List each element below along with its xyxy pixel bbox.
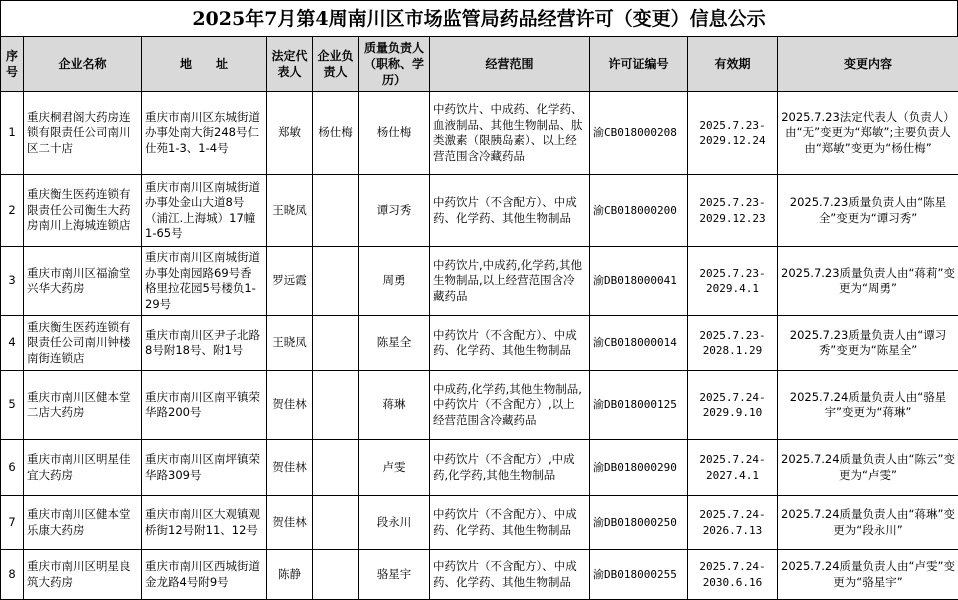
cell-address: 重庆市南川区大观镇观桥街12号附11、12号 [142,496,267,550]
table-row [1,550,958,600]
table-row [1,371,958,440]
cell-validity: 2025.7.23-2028.1.29 [688,316,778,371]
header-company: 企业名称 [24,37,142,92]
cell-seq: 5 [1,371,24,440]
cell-validity: 2025.7.24-2029.9.10 [688,371,778,440]
cell-change: 2025.7.23质量负责人由“蒋莉”变更为“周勇” [778,247,958,316]
cell-company: 重庆市南川区健本堂乐康大药房 [24,496,142,550]
cell-address: 重庆市南川区南坪镇荣华路309号 [142,440,267,496]
cell-legal-rep: 郑敏 [267,92,313,175]
header-validity: 有效期 [688,37,778,92]
cell-scope: 中成药,化学药,其他生物制品,中药饮片（不含配方）,以上经营范围含冷藏药品 [430,371,590,440]
cell-scope: 中药饮片（不含配方）、中成药、化学药、其他生物制品 [430,496,590,550]
cell-quality: 谭习秀 [359,175,430,247]
header-license: 许可证编号 [590,37,688,92]
table-row [1,496,958,550]
cell-license: 渝CB018000014 [590,316,688,371]
cell-quality: 蒋琳 [359,371,430,440]
cell-address: 重庆市南川区南城街道办事处南园路69号香格里拉花园5号楼负1-29号 [142,247,267,316]
cell-change: 2025.7.24质量负责人由“卢雯”变更为“骆星宇” [778,550,958,600]
header-scope: 经营范围 [430,37,590,92]
cell-license: 渝DB018000041 [590,247,688,316]
cell-change: 2025.7.24质量负责人由“骆星宇”变更为“蒋琳” [778,371,958,440]
cell-seq: 6 [1,440,24,496]
cell-company: 重庆衡生医药连锁有限责任公司南川钟楼南街连锁店 [24,316,142,371]
cell-seq: 8 [1,550,24,600]
cell-principal [313,440,359,496]
cell-legal-rep: 贺佳林 [267,371,313,440]
cell-scope: 中药饮片、中成药、化学药、血液制品、其他生物制品、肽类激素（限胰岛素）、以上经营范围含冷藏药品 [430,92,590,175]
cell-change: 2025.7.23质量负责人由“谭习秀”变更为“陈星全” [778,316,958,371]
cell-legal-rep: 罗远霞 [267,247,313,316]
cell-seq: 7 [1,496,24,550]
header-address: 地 址 [142,37,267,92]
table-row [1,316,958,371]
cell-principal: 杨仕梅 [313,92,359,175]
cell-license: 渝CB018000200 [590,175,688,247]
cell-validity: 2025.7.23-2029.12.24 [688,92,778,175]
cell-company: 重庆桐君阁大药房连锁有限责任公司南川区二十店 [24,92,142,175]
cell-principal [313,175,359,247]
cell-scope: 中药饮片,中成药,化学药,其他生物制品,以上经营范围含冷藏药品 [430,247,590,316]
cell-principal [313,316,359,371]
cell-seq: 1 [1,92,24,175]
cell-legal-rep: 陈静 [267,550,313,600]
cell-quality: 周勇 [359,247,430,316]
cell-seq: 3 [1,247,24,316]
cell-company: 重庆市南川区明星良筑大药房 [24,550,142,600]
cell-change: 2025.7.24质量负责人由“陈云”变更为“卢雯” [778,440,958,496]
cell-seq: 4 [1,316,24,371]
cell-quality: 杨仕梅 [359,92,430,175]
cell-company: 重庆市南川区健本堂二店大药房 [24,371,142,440]
cell-scope: 中药饮片（不含配方）,中成药,化学药,其他生物制品 [430,440,590,496]
cell-license: 渝DB018000255 [590,550,688,600]
cell-address: 重庆市南川区西城街道金龙路4号附9号 [142,550,267,600]
header-change: 变更内容 [778,37,958,92]
cell-legal-rep: 贺佳林 [267,440,313,496]
cell-license: 渝DB018000250 [590,496,688,550]
cell-address: 重庆市南川区南城街道办事处金山大道8号（浦江.上海城）17幢1-65号 [142,175,267,247]
cell-change: 2025.7.23质量负责人由“陈星全”变更为“谭习秀” [778,175,958,247]
table-header-row [1,37,958,92]
cell-principal [313,371,359,440]
cell-legal-rep: 王晓凤 [267,316,313,371]
cell-quality: 段永川 [359,496,430,550]
cell-address: 重庆市南川区东城街道办事处南大街248号仁仕苑1-3、1-4号 [142,92,267,175]
cell-address: 重庆市南川区南平镇荣华路200号 [142,371,267,440]
cell-seq: 2 [1,175,24,247]
header-legal-rep: 法定代表人 [267,37,313,92]
table-row [1,440,958,496]
license-table [0,36,958,600]
cell-validity: 2025.7.24-2027.4.1 [688,440,778,496]
cell-company: 重庆市南川区明星佳宜大药房 [24,440,142,496]
cell-quality: 骆星宇 [359,550,430,600]
header-principal: 企业负责人 [313,37,359,92]
cell-license: 渝DB018000290 [590,440,688,496]
table-row [1,175,958,247]
cell-scope: 中药饮片（不含配方）、中成药、化学药、其他生物制品 [430,316,590,371]
cell-legal-rep: 贺佳林 [267,496,313,550]
cell-license: 渝CB018000208 [590,92,688,175]
cell-principal [313,550,359,600]
cell-scope: 中药饮片（不含配方）、中成药、化学药、其他生物制品 [430,175,590,247]
cell-address: 重庆市南川区尹子北路8号附18号、附1号 [142,316,267,371]
cell-validity: 2025.7.24-2026.7.13 [688,496,778,550]
cell-principal [313,496,359,550]
cell-principal [313,247,359,316]
page-title: 2025年7月第4周南川区市场监管局药品经营许可（变更）信息公示 [0,0,958,36]
cell-change: 2025.7.23法定代表人（负责人）由“无”变更为“郑敏”;主要负责人由“郑敏”变更为“杨仕梅” [778,92,958,175]
header-seq: 序号 [1,37,24,92]
cell-change: 2025.7.24质量负责人由“蒋琳”变更为“段永川” [778,496,958,550]
cell-quality: 陈星全 [359,316,430,371]
table-row [1,92,958,175]
cell-validity: 2025.7.24-2030.6.16 [688,550,778,600]
cell-validity: 2025.7.23-2029.12.23 [688,175,778,247]
cell-validity: 2025.7.23-2029.4.1 [688,247,778,316]
cell-license: 渝DB018000125 [590,371,688,440]
cell-company: 重庆衡生医药连锁有限责任公司衡生大药房南川上海城连锁店 [24,175,142,247]
table-row [1,247,958,316]
header-quality: 质量负责人（职称、学历） [359,37,430,92]
cell-legal-rep: 王晓凤 [267,175,313,247]
cell-company: 重庆市南川区福渝堂兴华大药房 [24,247,142,316]
cell-scope: 中药饮片（不含配方）、中成药、化学药、其他生物制品 [430,550,590,600]
cell-quality: 卢雯 [359,440,430,496]
